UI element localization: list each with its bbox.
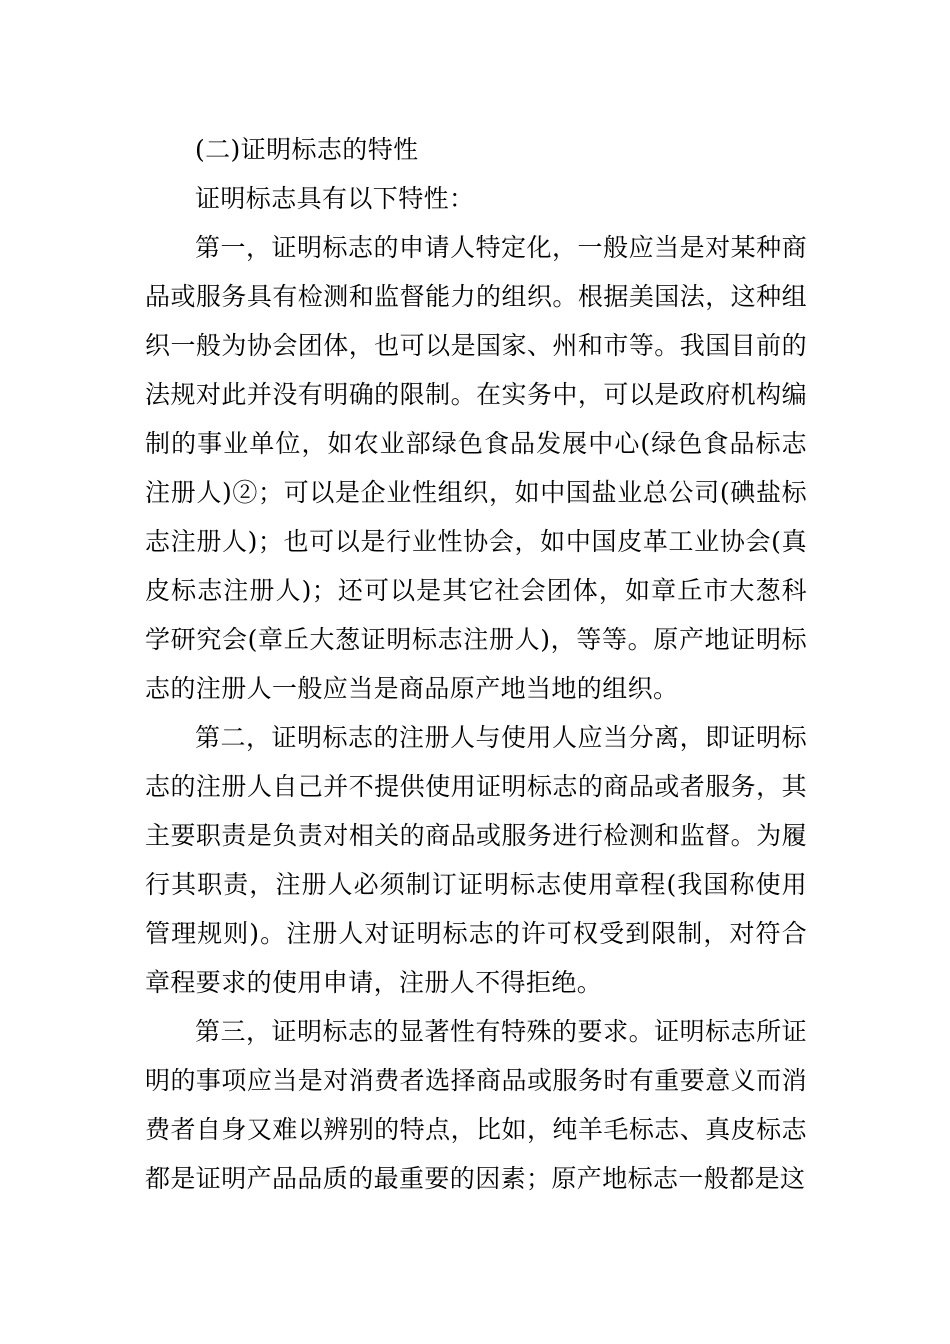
document-body	[145, 125, 807, 1203]
section-heading: (二)证明标志的特性	[195, 135, 419, 164]
paragraph-third-feature: 第三，证明标志的显著性有特殊的要求。证明标志所证明的事项应当是对消费者选择商品或服务时有重要意义而消费者自身又难以辨别的特点，比如，纯羊毛标志、真皮标志都是证明产品品质的最重要的因素；原产地标志一般都是这	[145, 1017, 807, 1193]
paragraph-first-feature: 第一，证明标志的申请人特定化，一般应当是对某种商品或服务具有检测和监督能力的组织。根据美国法，这种组织一般为协会团体，也可以是国家、州和市等。我国目前的法规对此并没有明确的限制。在实务中，可以是政府机构编制的事业单位，如农业部绿色食品发展中心(绿色食品标志注册人)②；可以是企业性组织，如中国盐业总公司(碘盐标志注册人)；也可以是行业性协会，如中国皮革工业协会(真皮标志注册人)；还可以是其它社会团体，如章丘市大葱科学研究会(章丘大葱证明标志注册人)，等等。原产地证明标志的注册人一般应当是商品原产地当地的组织。	[145, 233, 807, 703]
paragraph-second-feature: 第二，证明标志的注册人与使用人应当分离，即证明标志的注册人自己并不提供使用证明标志的商品或者服务，其主要职责是负责对相关的商品或服务进行检测和监督。为履行其职责，注册人必须制订证明标志使用章程(我国称使用管理规则)。注册人对证明标志的许可权受到限制，对符合章程要求的使用申请，注册人不得拒绝。	[145, 723, 807, 997]
intro-paragraph: 证明标志具有以下特性：	[195, 184, 475, 213]
